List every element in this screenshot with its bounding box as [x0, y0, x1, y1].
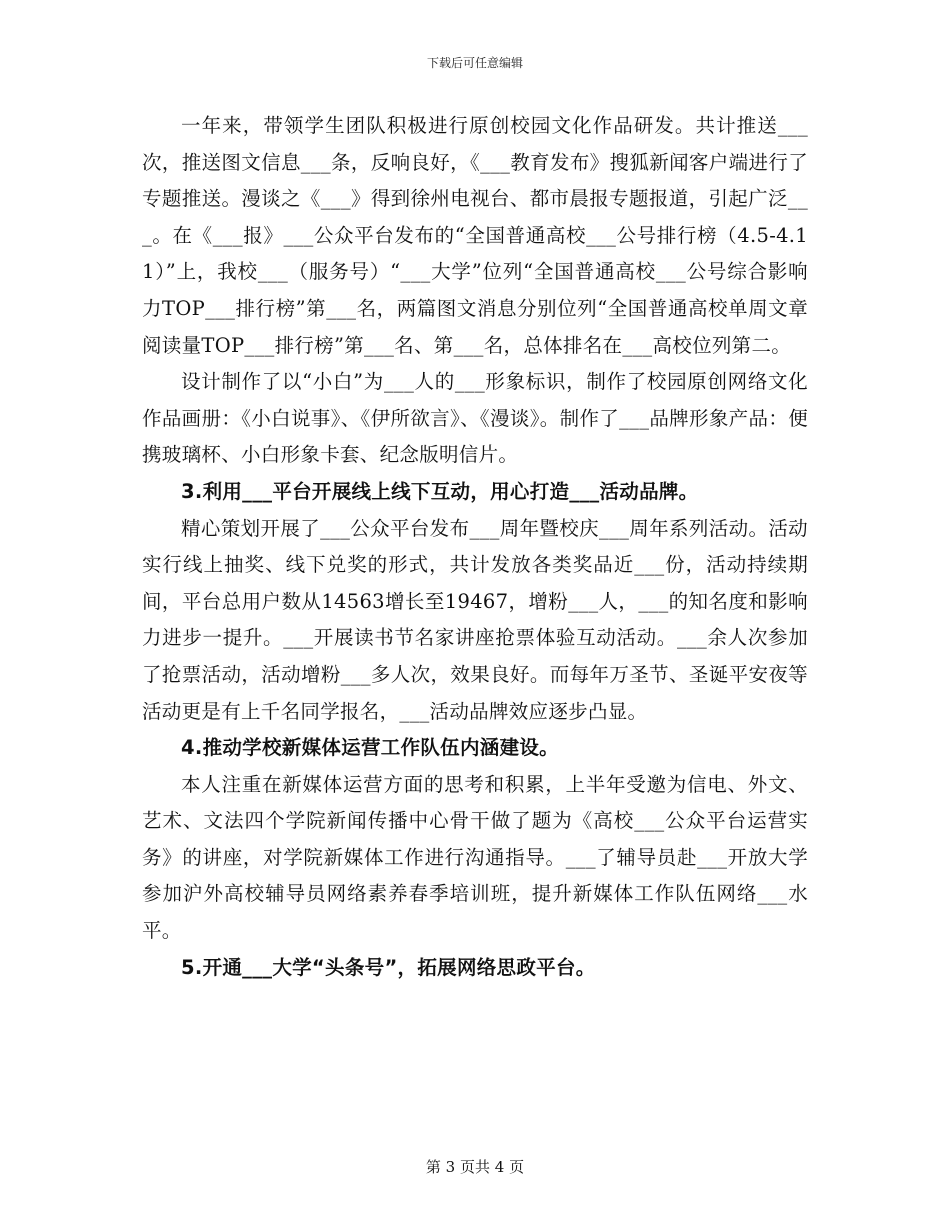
paragraph-new-media-works: 一年来，带领学生团队积极进行原创校园文化作品研发。共计推送___次，推送图文信息___条，反响良好，《___教育发布》搜狐新闻客户端进行了专题推送。漫谈之《___》得到徐州电视台、都市晨报专题报道，引起广泛___。在《___报》___公众平台发布的“全国普通高校___公号排行榜（4.5-4.11）”上，我校___（服务号）“___大学”位列“全国普通高校___公号综合影响力TOP___排行榜”第___名，两篇图文消息分别位列“全国普通高校单周文章阅读量TOP___排行榜”第___名、第___名，总体排名在___高校位列第二。	[142, 114, 808, 357]
section-heading-3: 3.利用___平台开展线上线下互动，用心打造___活动品牌。	[181, 479, 699, 503]
page-header: 下载后可任意编辑	[426, 56, 523, 70]
page-number: 第 3 页共 4 页	[425, 1158, 525, 1176]
section-heading-5: 5.开通___大学“头条号”，拓展网络思政平台。	[181, 955, 596, 979]
paragraph-brand-image: 设计制作了以“小白”为___人的___形象标识，制作了校园原创网络文化作品画册：《小白说事》、《伊所欲言》、《漫谈》。制作了___品牌形象产品：便携玻璃杯、小白形象卡套、纪念版明信片。	[142, 370, 808, 467]
section-heading-4: 4.推动学校新媒体运营工作队伍内涵建设。	[181, 736, 559, 760]
paragraph-team-building: 本人注重在新媒体运营方面的思考和积累，上半年受邀为信电、外文、艺术、文法四个学院新闻传播中心骨干做了题为《高校___公众平台运营实务》的讲座，对学院新媒体工作进行沟通指导。___了辅导员赴___开放大学参加沪外高校辅导员网络素养春季培训班，提升新媒体工作队伍网络___水平。	[142, 772, 808, 943]
document-body	[142, 108, 808, 986]
paragraph-online-offline-activities: 精心策划开展了___公众平台发布___周年暨校庆___周年系列活动。活动实行线上抽奖、线下兑奖的形式，共计发放各类奖品近___份，活动持续期间，平台总用户数从14563增长至19467，增粉___人，___的知名度和影响力进步一提升。___开展读书节名家讲座抢票体验互动活动。___余人次参加了抢票活动，活动增粉___多人次，效果良好。而每年万圣节、圣诞平安夜等活动更是有上千名同学报名，___活动品牌效应逐步凸显。	[142, 516, 808, 723]
